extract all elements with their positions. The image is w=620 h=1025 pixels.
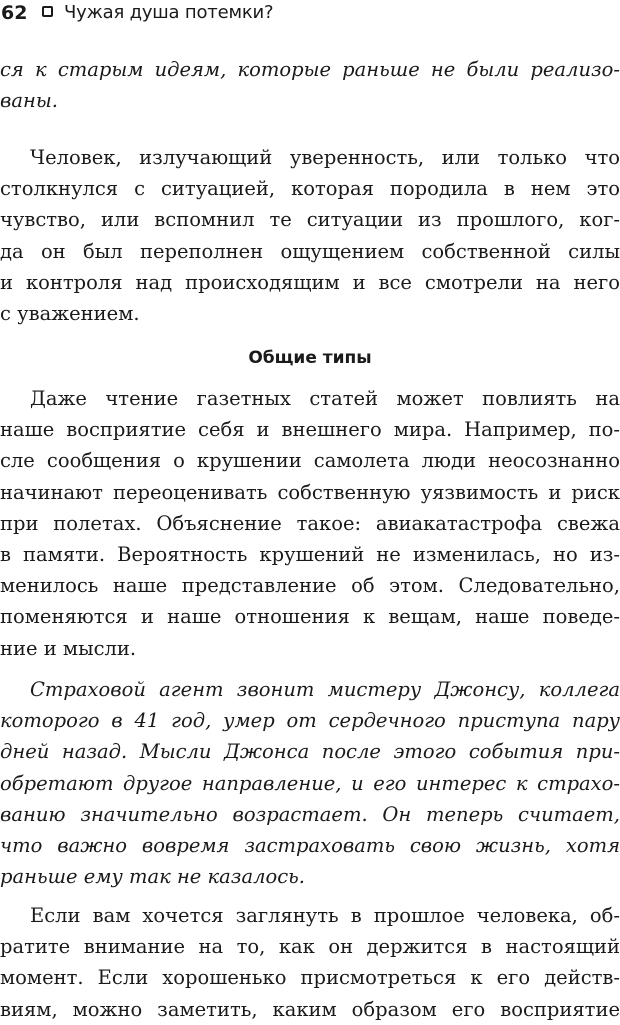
paragraph-confidence <box>0 142 620 329</box>
text-line: да он был переполнен ощущением собственной силы <box>0 239 620 263</box>
text-line: начинают переоценивать собственную уязвимость и риск <box>0 480 620 504</box>
text-line: и контроля над происходящим и все смотрели на него <box>0 270 620 294</box>
text-line: при полетах. Объяснение такое: авиакатастрофа свежа <box>0 511 620 535</box>
running-title: Чужая душа потемки? <box>64 2 274 23</box>
square-bullet-icon <box>42 6 53 17</box>
text-line: ваны. <box>0 89 58 113</box>
text-line: обретают другое направление, и его интерес к страхо- <box>0 771 620 795</box>
text-line: ние и мысли. <box>0 636 137 660</box>
paragraph-italic-example <box>0 674 620 892</box>
page-header <box>0 0 620 24</box>
text-line: столкнулся с ситуацией, которая породила в нем это <box>0 177 620 201</box>
text-line: дней назад. Мысли Джонса после этого события при- <box>0 740 620 764</box>
text-line: с уважением. <box>0 301 140 325</box>
text-line: момент. Если хорошенько присмотреться к его действ- <box>0 966 620 990</box>
text-line: менилось наше представление об этом. Следовательно, <box>0 574 620 598</box>
text-line: наше восприятие себя и внешнего мира. Например, по- <box>0 418 620 442</box>
text-line: ванию значительно возрастает. Он теперь считает, <box>0 802 620 826</box>
text-line: сле сообщения о крушении самолета люди неосознанно <box>0 449 620 473</box>
text-line: ратите внимание на то, как он держится в настоящий <box>0 935 620 959</box>
paragraph-italic-continuation <box>0 54 620 116</box>
text-line: виям, можно заметить, каким образом его восприятие <box>0 997 620 1021</box>
paragraph-past <box>0 900 620 1025</box>
text-line: Страховой агент звонит мистеру Джонсу, коллега <box>30 678 620 701</box>
text-line: ся к старым идеям, которые раньше не были реализо- <box>0 58 620 81</box>
text-line: Человек, излучающий уверенность, или только что <box>30 146 620 169</box>
text-line: что важно вовремя застраховать свою жизнь, хотя <box>0 833 620 857</box>
text-line: в памяти. Вероятность крушений не изменилась, но из- <box>0 542 620 566</box>
text-line: Даже чтение газетных статей может повлиять на <box>30 387 620 410</box>
text-line: Если вам хочется заглянуть в прошлое человека, об- <box>30 904 620 927</box>
text-line: чувство, или вспомнил те ситуации из прошлого, ког- <box>0 208 620 232</box>
section-heading: Общие типы <box>248 348 372 368</box>
paragraph-general-types <box>0 383 620 664</box>
text-line: раньше ему так не казалось. <box>0 865 305 889</box>
page-number: 62 <box>1 2 28 24</box>
text-line: которого в 41 год, умер от сердечного приступа пару <box>0 709 620 733</box>
text-line: поменяются и наше отношения к вещам, наше поведе- <box>0 605 620 629</box>
